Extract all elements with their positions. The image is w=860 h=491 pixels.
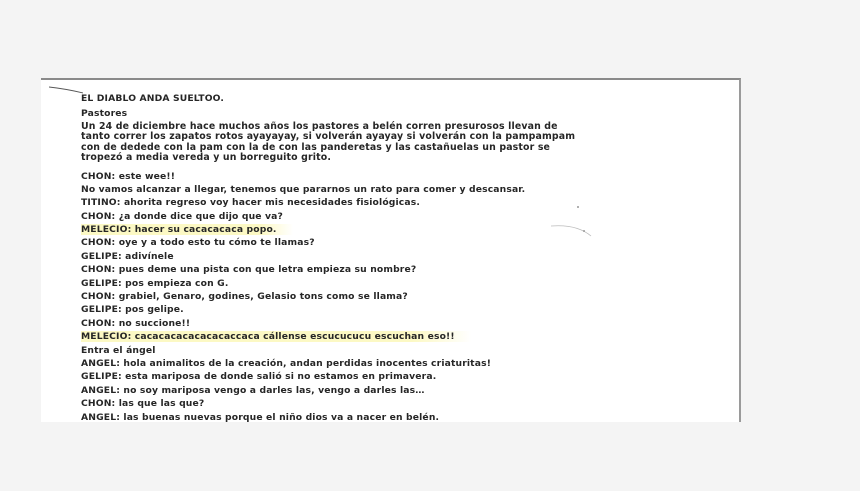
dialogue-text: CHON: ¿a donde dice que dijo que va? — [81, 210, 283, 222]
dialogue-text: No vamos alcanzar a llegar, tenemos que pararnos un rato para comer y descansar. — [81, 183, 526, 195]
dialogue-text: GELIPE: esta mariposa de donde salió si no estamos en primavera. — [81, 371, 437, 383]
intro-line: tanto correr los zapatos rotos ayayayay, si volverán ayayay si volverán con la pampampam — [81, 131, 576, 143]
dialogue-text: ANGEL: las buenas nuevas porque el niño dios va a nacer en belén. — [81, 411, 440, 423]
dialogue-line — [81, 236, 721, 249]
dialogue-text: GELIPE: pos gelipe. — [81, 304, 184, 316]
dialogue-text: ANGEL: hola animalitos de la creación, andan perdidas inocentes criaturitas! — [81, 358, 492, 369]
document-body — [81, 92, 721, 424]
dialogue-line — [81, 277, 721, 290]
dialogue-line — [81, 170, 721, 183]
dialogue-line — [81, 411, 721, 424]
dialogue-text: Entra el ángel — [81, 344, 156, 356]
intro-line: Un 24 de diciembre hace muchos años los pastores a belén corren presurosos llevan de — [81, 120, 558, 132]
dialogue-text: GELIPE: pos empieza con G. — [81, 277, 229, 289]
dialogue-line — [81, 317, 721, 330]
dialogue-text: GELIPE: adivínele — [81, 250, 174, 262]
dialogue-line-highlighted — [81, 330, 721, 343]
dialogue-text: TITINO: ahorita regreso voy hacer mis necesidades fisiológicas. — [81, 197, 421, 209]
dialogue-line — [81, 384, 721, 397]
dialogue-line — [81, 290, 721, 303]
dialogue-text: ANGEL: no soy mariposa vengo a darles las, vengo a darles las… — [81, 384, 425, 396]
dialogue-text: CHON: no succione!! — [81, 317, 191, 329]
intro-paragraph — [81, 122, 721, 164]
scanned-page — [41, 78, 741, 422]
document-subtitle: Pastores — [81, 107, 128, 119]
dialogue-text: CHON: las que las que? — [81, 398, 205, 410]
dialogue-line — [81, 357, 721, 370]
dialogue-line — [81, 196, 721, 209]
dialogue-line — [81, 183, 721, 196]
dialogue-line — [81, 370, 721, 383]
intro-line: con de dedede con la pam con la de con las panderetas y las castañuelas un pastor se — [81, 141, 551, 153]
dialogue-text: CHON: oye y a todo esto tu cómo te llamas? — [81, 237, 315, 249]
dialogue-line — [81, 250, 721, 263]
highlighted-text: MELECIO: cacacacacacacacaccaca cállense escucucucu escuchan eso!! — [81, 331, 471, 342]
dialogue-line — [81, 397, 721, 410]
dialogue-line-highlighted — [81, 223, 721, 236]
intro-line: tropezó a media vereda y un borreguito grito. — [81, 152, 332, 164]
dialogue-text: CHON: este wee!! — [81, 170, 176, 182]
document-title: EL DIABLO ANDA SUELTOO. — [81, 92, 721, 105]
dialogue-text: CHON: grabiel, Genaro, godines, Gelasio tons como se llama? — [81, 291, 408, 303]
dialogue-line — [81, 210, 721, 223]
dialogue-line — [81, 303, 721, 316]
highlighted-text: MELECIO: hacer su cacacacaca popo. — [81, 224, 293, 235]
pen-stroke-mark — [49, 86, 83, 94]
dialogue-line — [81, 263, 721, 276]
dialogue-text: CHON: pues deme una pista con que letra empieza su nombre? — [81, 264, 417, 276]
stage-direction — [81, 344, 721, 357]
